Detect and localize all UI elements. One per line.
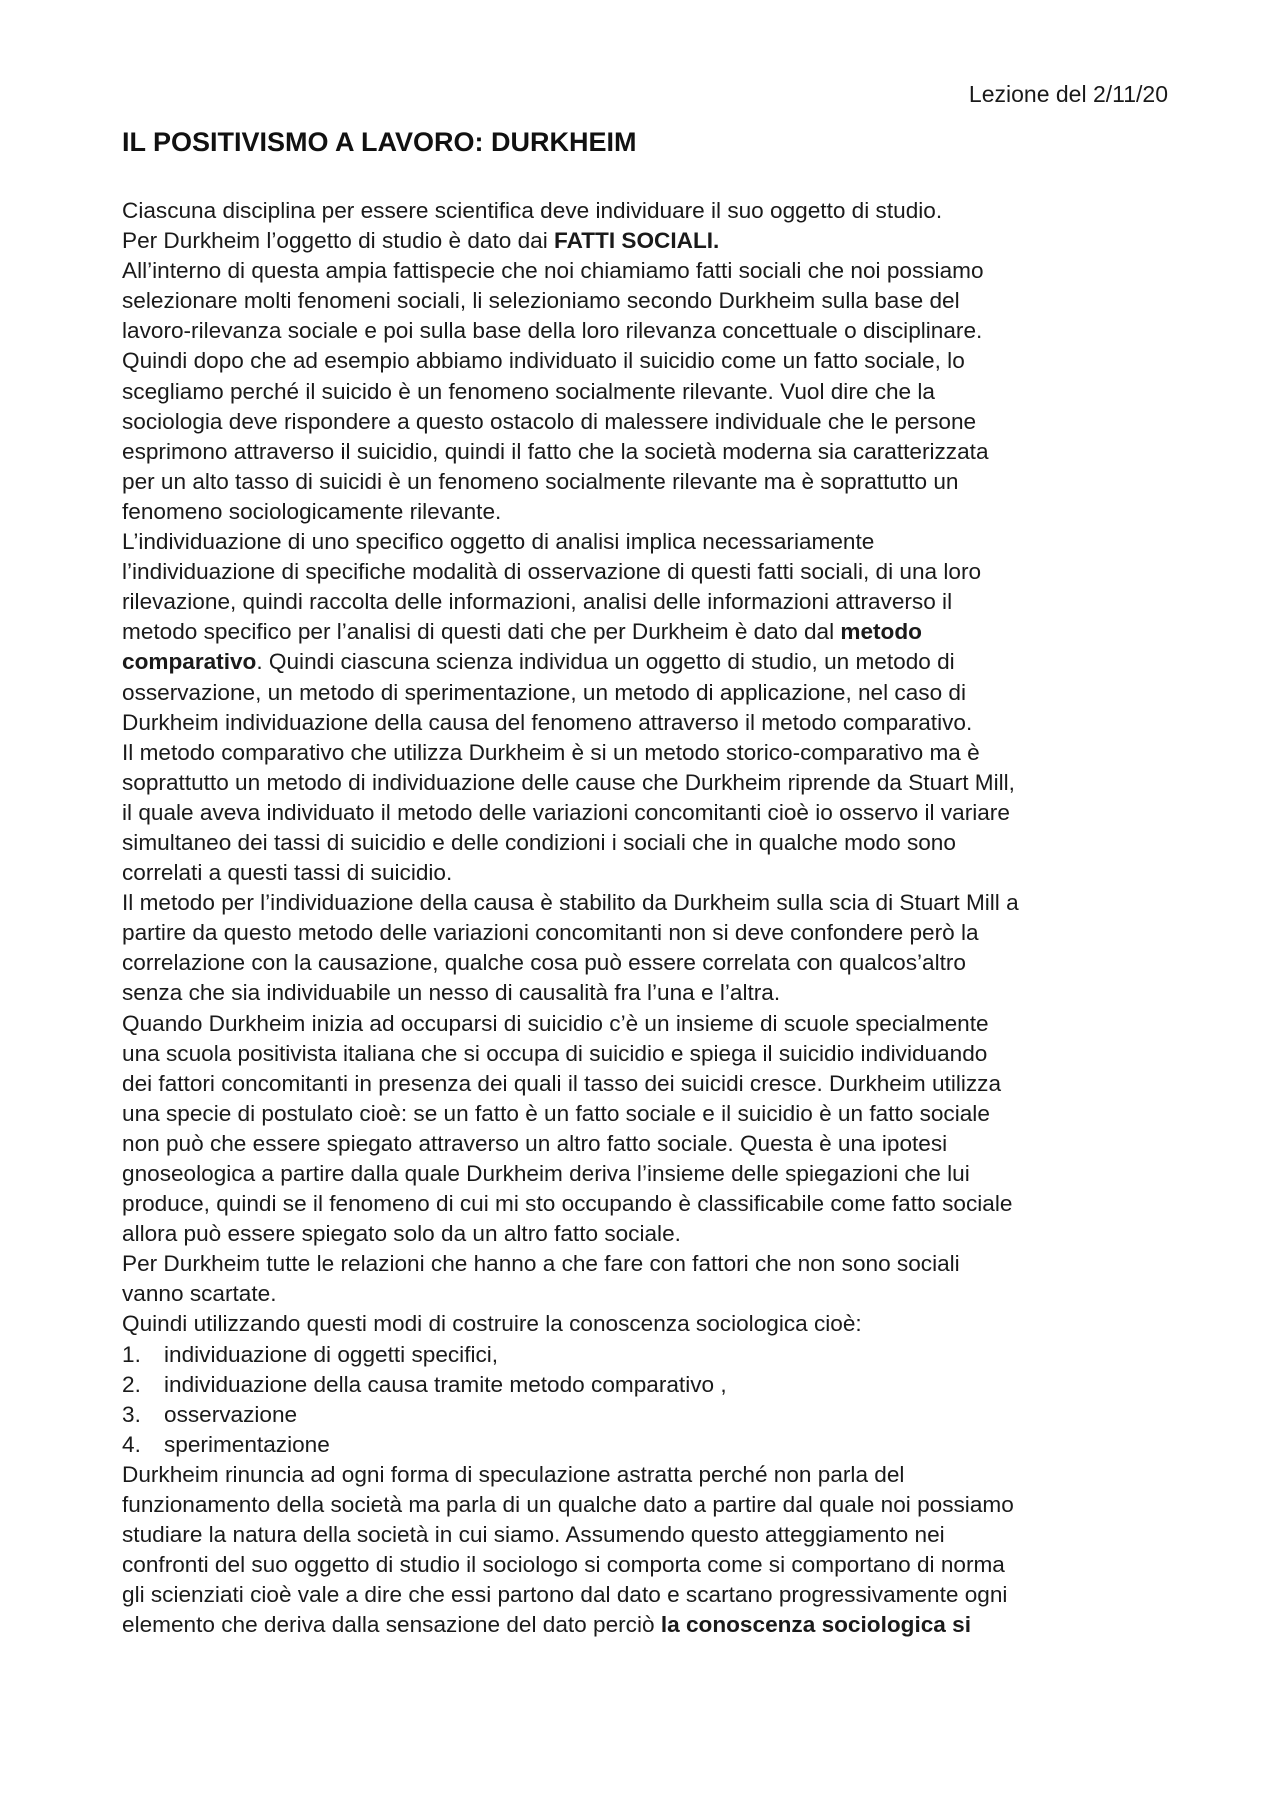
bold-text: FATTI SOCIALI. [554, 228, 720, 254]
text-line: correlazione con la causazione, qualche cosa può essere correlata con qualcos’altro [122, 950, 967, 976]
text-line: produce, quindi se il fenomeno di cui mi sto occupando è classificabile come fatto sociale [122, 1191, 1013, 1217]
document-body [122, 196, 1174, 1641]
text-line: gnoseologica a partire dalla quale Durkheim deriva l’insieme delle spiegazioni che lui [122, 1161, 970, 1186]
text-line: Quindi utilizzando questi modi di costruire la conoscenza sociologica cioè: [122, 1311, 862, 1337]
text-line: per un alto tasso di suicidi è un fenomeno socialmente rilevante ma è soprattutto un [122, 468, 959, 494]
text-line: senza che sia individuabile un nesso di causalità fra l’una e l’altra. [122, 980, 781, 1006]
text-line: fenomeno sociologicamente rilevante. [122, 498, 502, 524]
list-number: 1. [122, 1341, 141, 1367]
text-line: Il metodo per l’individuazione della causa è stabilito da Durkheim sulla scia di Stuart Mill a [122, 890, 1019, 916]
text-line: una scuola positivista italiana che si occupa di suicidio e spiega il suicidio individuando [122, 1040, 988, 1066]
text-line: l’individuazione di specifiche modalità di osservazione di questi fatti sociali, di una loro [122, 559, 982, 585]
text-line: rilevazione, quindi raccolta delle informazioni, analisi delle informazioni attraverso il [122, 589, 953, 615]
text-line: gli scienziati cioè vale a dire che essi partono dal dato e scartano progressivamente ogni [122, 1582, 1008, 1608]
list-text: osservazione [164, 1401, 298, 1427]
list-number: 3. [122, 1401, 141, 1427]
text-run: . Quindi ciascuna scienza individua un oggetto di studio, un metodo di [256, 649, 955, 675]
text-line: confronti del suo oggetto di studio il sociologo si comporta come si comportano di norma [122, 1552, 1005, 1578]
list-item [122, 1430, 1174, 1460]
text-run: Per Durkheim l’oggetto di studio è dato dai [122, 228, 555, 254]
list-text: sperimentazione [164, 1431, 330, 1457]
text-line: correlati a questi tassi di suicidio. [122, 860, 453, 886]
list-text: individuazione di oggetti specifici, [164, 1341, 499, 1367]
text-line: non può che essere spiegato attraverso un altro fatto sociale. Questa è una ipotesi [122, 1130, 948, 1156]
text-line: Per Durkheim tutte le relazioni che hanno a che fare con fattori che non sono sociali [122, 1251, 960, 1277]
text-line: Ciascuna disciplina per essere scientifica deve individuare il suo oggetto di studio. [122, 198, 943, 223]
text-line: allora può essere spiegato solo da un altro fatto sociale. [122, 1221, 681, 1247]
text-line: L’individuazione di uno specifico oggetto di analisi implica necessariamente [122, 529, 875, 555]
text-line: All’interno di questa ampia fattispecie che noi chiamiamo fatti sociali che noi possiamo [122, 258, 984, 284]
bold-text: metodo [840, 619, 922, 645]
text-line: vanno scartate. [122, 1281, 277, 1307]
text-run: elemento che deriva dalla sensazione del dato perciò [122, 1612, 661, 1638]
text-line [122, 647, 1174, 677]
text-line: funzionamento della società ma parla di un qualche dato a partire dal quale noi possiamo [122, 1492, 1014, 1518]
text-line: simultaneo dei tassi di suicidio e delle condizioni i sociali che in qualche modo sono [122, 829, 956, 855]
text-line: scegliamo perché il suicido è un fenomeno socialmente rilevante. Vuol dire che la [122, 378, 935, 404]
text-line: studiare la natura della società in cui siamo. Assumendo questo atteggiamento nei [122, 1522, 945, 1548]
text-line: Il metodo comparativo che utilizza Durkheim è si un metodo storico-comparativo ma è [122, 739, 980, 765]
text-run: metodo specifico per l’analisi di questi dati che per Durkheim è dato dal [122, 619, 841, 645]
text-line: lavoro-rilevanza sociale e poi sulla base della loro rilevanza concettuale o disciplinare. [122, 318, 983, 344]
list-number: 4. [122, 1431, 141, 1457]
list-item [122, 1340, 1174, 1370]
text-line: una specie di postulato cioè: se un fatto è un fatto sociale e il suicidio è un fatto sociale [122, 1100, 990, 1126]
document-title: IL POSITIVISMO A LAVORO: DURKHEIM [122, 127, 637, 157]
text-line: partire da questo metodo delle variazioni concomitanti non si deve confondere però la [122, 920, 979, 946]
text-line [122, 226, 1174, 256]
list-item [122, 1400, 1174, 1430]
text-line: soprattutto un metodo di individuazione delle cause che Durkheim riprende da Stuart Mill, [122, 769, 1015, 795]
text-line: Quando Durkheim inizia ad occuparsi di suicidio c’è un insieme di scuole specialmente [122, 1010, 989, 1036]
text-line [122, 617, 1174, 647]
text-line: Quindi dopo che ad esempio abbiamo individuato il suicidio come un fatto sociale, lo [122, 348, 965, 374]
list-number: 2. [122, 1371, 141, 1397]
text-line [122, 1610, 1174, 1640]
lesson-date: Lezione del 2/11/20 [968, 81, 1168, 107]
list-text: individuazione della causa tramite metodo comparativo , [164, 1371, 727, 1397]
text-line: osservazione, un metodo di sperimentazione, un metodo di applicazione, nel caso di [122, 679, 967, 705]
bold-text: la conoscenza sociologica si [660, 1612, 971, 1638]
text-line: esprimono attraverso il suicidio, quindi il fatto che la società moderna sia caratterizzata [122, 438, 989, 464]
text-line: il quale aveva individuato il metodo delle variazioni concomitanti cioè io osservo il variare [122, 799, 1010, 825]
text-line: selezionare molti fenomeni sociali, li selezioniamo secondo Durkheim sulla base del [122, 288, 960, 314]
text-line: Durkheim rinuncia ad ogni forma di speculazione astratta perché non parla del [122, 1461, 905, 1487]
text-line: sociologia deve rispondere a questo ostacolo di malessere individuale che le persone [122, 408, 977, 434]
bold-text: comparativo [122, 649, 257, 675]
text-line: Durkheim individuazione della causa del fenomeno attraverso il metodo comparativo. [122, 709, 973, 735]
text-line: dei fattori concomitanti in presenza dei quali il tasso dei suicidi cresce. Durkheim utilizza [122, 1070, 1002, 1096]
list-item [122, 1370, 1174, 1400]
